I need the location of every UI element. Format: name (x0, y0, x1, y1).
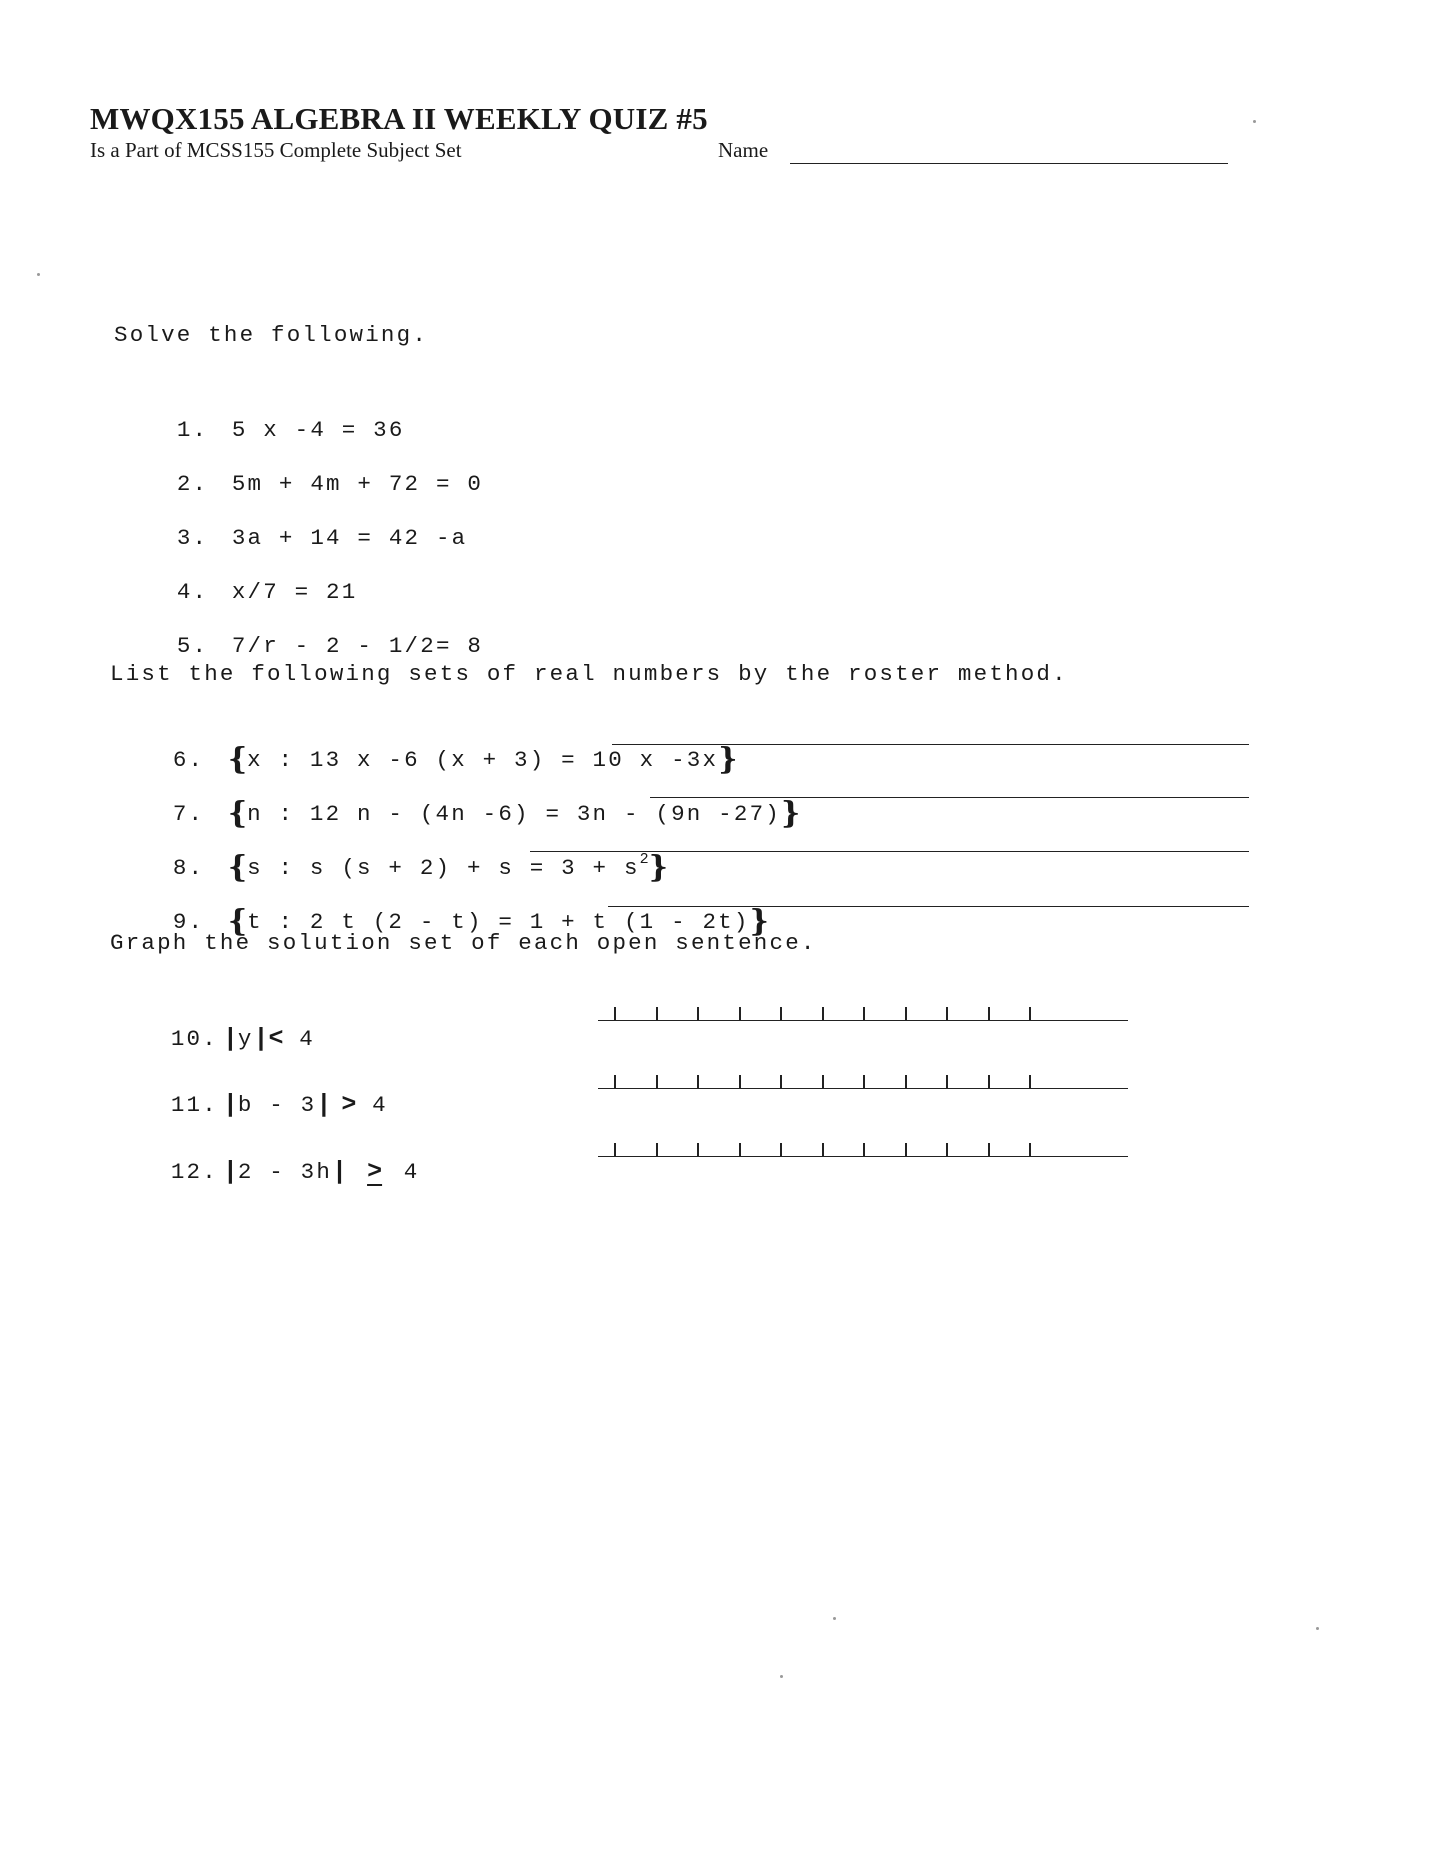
number-line-tick (822, 1143, 824, 1157)
number-line-tick (905, 1007, 907, 1021)
problem-text: 3a + 14 = 42 -a (231, 525, 468, 551)
number-line-tick (822, 1075, 824, 1089)
problem-number: 6. (172, 747, 205, 773)
abs-expression: 2 - 3h (237, 1159, 333, 1185)
number-line-tick (863, 1075, 865, 1089)
close-brace: } (718, 742, 738, 777)
number-line-tick (656, 1075, 658, 1089)
number-line-tick (614, 1143, 616, 1157)
abs-bar-left: | (222, 1157, 238, 1186)
number-line-tick (946, 1007, 948, 1021)
open-brace: { (227, 742, 248, 777)
abs-bar-left: | (222, 1024, 238, 1053)
problem-text: x/7 = 21 (231, 579, 358, 605)
number-line-tick (905, 1075, 907, 1089)
problem-12 (108, 1131, 419, 1212)
scan-speck (1316, 1627, 1319, 1630)
number-line-tick (656, 1143, 658, 1157)
exponent: 2 (639, 851, 649, 868)
number-line-tick (697, 1007, 699, 1021)
number-line-tick (863, 1007, 865, 1021)
problem-number: 12. (170, 1159, 218, 1185)
rhs-value: 4 (356, 1092, 388, 1118)
rhs-value: 4 (283, 1026, 315, 1052)
number-line-tick (697, 1075, 699, 1089)
answer-line-7[interactable] (650, 797, 1249, 798)
number-line-tick (656, 1007, 658, 1021)
number-line-tick (780, 1007, 782, 1021)
greater-than-sign: > (341, 1090, 357, 1119)
problem-number: 11. (170, 1092, 218, 1118)
greater-or-equal-sign: > (367, 1157, 383, 1186)
problem-number: 10. (170, 1026, 218, 1052)
number-line-tick (739, 1075, 741, 1089)
number-line-11[interactable] (598, 1067, 1128, 1089)
open-brace: { (227, 904, 248, 939)
problem-number: 3. (176, 525, 209, 551)
close-brace: } (749, 904, 769, 939)
name-label: Name (718, 138, 769, 162)
abs-expression: y (237, 1026, 254, 1052)
number-line-tick (1029, 1143, 1031, 1157)
less-than-sign: < (268, 1024, 284, 1053)
problem-number: 7. (172, 801, 205, 827)
scan-speck (833, 1617, 836, 1620)
problem-number: 8. (172, 855, 205, 881)
number-line-tick (946, 1143, 948, 1157)
problem-number: 1. (176, 417, 209, 443)
problem-text: t : 2 t (2 - t) = 1 + t (1 - 2t) (247, 909, 750, 935)
abs-bar-right: | (332, 1157, 348, 1186)
abs-expression: b - 3 (237, 1092, 317, 1118)
problem-text: 5 x -4 = 36 (231, 417, 405, 443)
name-field[interactable] (790, 163, 1228, 164)
number-line-tick (780, 1075, 782, 1089)
problem-text: s : s (s + 2) + s = 3 + s (247, 855, 640, 881)
close-brace: } (780, 796, 801, 831)
problem-text: n : 12 n - (4n -6) = 3n - (9n -27) (247, 801, 781, 827)
problem-number: 9. (172, 909, 205, 935)
close-brace: } (648, 850, 668, 885)
number-line-tick (988, 1143, 990, 1157)
answer-line-9[interactable] (608, 906, 1249, 907)
number-line-tick (780, 1143, 782, 1157)
section3-instruction: Graph the solution set of each open sentence. (110, 930, 817, 956)
number-line-tick (1029, 1007, 1031, 1021)
number-line-tick (946, 1075, 948, 1089)
number-line-tick (988, 1007, 990, 1021)
rhs-value: 4 (388, 1159, 420, 1185)
number-line-10[interactable] (598, 999, 1128, 1021)
problem-text: 7/r - 2 - 1/2= 8 (231, 633, 484, 659)
scan-speck (37, 273, 40, 276)
section1-instruction: Solve the following. (114, 322, 429, 348)
number-line-tick (863, 1143, 865, 1157)
answer-line-6[interactable] (612, 744, 1249, 745)
problem-number: 5. (176, 633, 209, 659)
problem-text: 5m + 4m + 72 = 0 (231, 471, 484, 497)
number-line-tick (739, 1143, 741, 1157)
number-line-tick (614, 1007, 616, 1021)
problem-text: x : 13 x -6 (x + 3) = 10 x -3x (247, 747, 719, 773)
abs-bar-right: | (253, 1024, 269, 1053)
number-line-tick (739, 1007, 741, 1021)
quiz-title: MWQX155 ALGEBRA II WEEKLY QUIZ #5 (90, 101, 708, 136)
number-line-tick (822, 1007, 824, 1021)
number-line-tick (697, 1143, 699, 1157)
open-brace: { (227, 850, 248, 885)
number-line-tick (905, 1143, 907, 1157)
subtitle: Is a Part of MCSS155 Complete Subject Set (90, 138, 462, 162)
number-line-12[interactable] (598, 1135, 1128, 1157)
number-line-tick (988, 1075, 990, 1089)
abs-bar-left: | (222, 1090, 238, 1119)
section2-instruction: List the following sets of real numbers by the roster method. (110, 661, 1068, 687)
problem-number: 4. (176, 579, 209, 605)
number-line-tick (1029, 1075, 1031, 1089)
scan-speck (1253, 120, 1256, 123)
answer-line-8[interactable] (530, 851, 1249, 852)
number-line-tick (614, 1075, 616, 1089)
scan-speck (780, 1675, 783, 1678)
open-brace: { (227, 796, 248, 831)
problem-number: 2. (176, 471, 209, 497)
abs-bar-right: | (316, 1090, 332, 1119)
